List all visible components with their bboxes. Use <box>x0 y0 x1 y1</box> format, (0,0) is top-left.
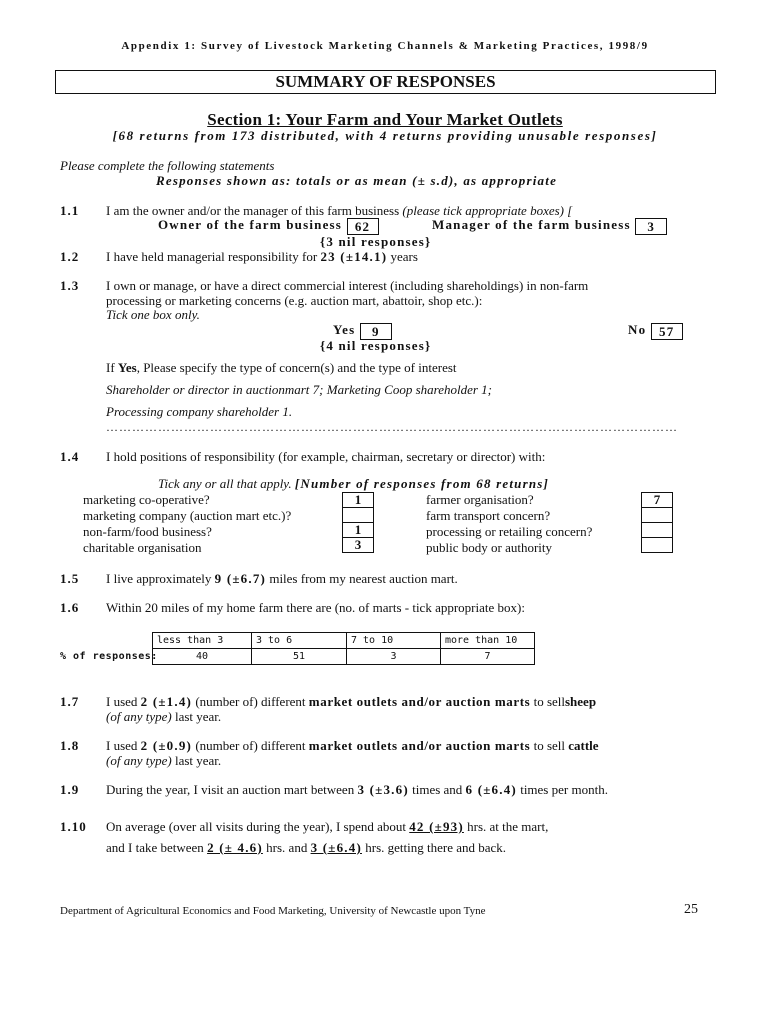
if-rest: , Please specify the type of concern(s) and the type of interest <box>136 360 457 375</box>
owner-row <box>158 217 379 235</box>
position-label: marketing company (auction mart etc.)? <box>83 508 292 523</box>
position-checkbox[interactable]: 1 <box>342 492 374 507</box>
yes-row <box>333 322 392 340</box>
section-title: Section 1: Your Farm and Your Market Outlets <box>207 110 563 129</box>
intro-text: Please complete the following statements <box>60 158 275 173</box>
q1-8-pre: I used <box>106 738 138 753</box>
q1-5-pre: I live approximately <box>106 571 212 586</box>
responses-note: Responses shown as: totals or as mean (± s.d), as appropriate <box>156 173 558 188</box>
position-checkbox[interactable]: 3 <box>342 537 374 553</box>
q1-6-row-label: % of responses: <box>60 651 158 662</box>
q1-7-animal: sheep <box>565 694 597 709</box>
no-label: No <box>628 322 647 337</box>
position-label: farm transport concern? <box>426 508 551 523</box>
position-checkbox[interactable] <box>641 522 673 537</box>
q1-5-value: 9 (±6.7) <box>214 571 267 586</box>
position-label: charitable organisation <box>83 540 202 555</box>
q1-10-text <box>106 819 548 835</box>
q1-1-statement: I am the owner and/or the manager of this farm business <box>106 203 400 218</box>
q1-8-line2 <box>106 753 221 769</box>
if-prefix: If <box>106 360 115 375</box>
q1-10-l2-pre: and I take between <box>106 840 204 855</box>
section-subtitle: [68 returns from 173 distributed, with 4 returns providing unusable responses] <box>112 128 658 143</box>
q1-8-text <box>106 738 599 754</box>
q1-8-post: to sell <box>533 738 565 753</box>
q1-3-line3: Tick one box only. <box>106 307 200 322</box>
if-yes-word: Yes <box>117 360 137 375</box>
q1-9-value1: 3 (±3.6) <box>357 782 409 797</box>
q1-10-value1: 42 (±93) <box>409 819 464 834</box>
marts-header: less than 3 <box>153 633 252 649</box>
q1-10-value3: 3 (±6.4) <box>310 840 362 855</box>
q1-7-bold: market outlets and/or auction marts <box>308 694 531 709</box>
q1-8-line2-rest: last year. <box>174 753 222 768</box>
q1-1-hint: (please tick appropriate boxes) [ <box>402 203 573 218</box>
manager-row <box>432 217 667 235</box>
q1-2-suffix: years <box>390 249 418 264</box>
position-checkbox[interactable] <box>641 507 673 522</box>
manager-checkbox[interactable]: 3 <box>635 218 667 235</box>
q-number: 1.2 <box>60 249 80 264</box>
manager-label: Manager of the farm business <box>432 217 631 232</box>
marts-header: more than 10 <box>441 633 535 649</box>
q1-9-text <box>106 782 608 798</box>
q1-10-post: hrs. at the mart, <box>467 819 549 834</box>
q1-10-line2 <box>106 840 506 856</box>
q1-8-mid: (number of) different <box>195 738 306 753</box>
q1-10-l2-mid: hrs. and <box>266 840 308 855</box>
q1-7-text <box>106 694 596 710</box>
q1-9-pre: During the year, I visit an auction mart between <box>106 782 355 797</box>
q1-9-post: times per month. <box>520 782 608 797</box>
q1-7-line2-rest: last year. <box>174 709 222 724</box>
q1-9-mid: times and <box>412 782 463 797</box>
q1-3-if-yes <box>106 360 457 376</box>
q1-3-answer1: Shareholder or director in auctionmart 7; Marketing Coop shareholder 1; <box>106 382 492 397</box>
position-checkbox[interactable]: 1 <box>342 522 374 537</box>
q-number: 1.5 <box>60 571 80 586</box>
q1-7-pre: I used <box>106 694 138 709</box>
q1-3-nil: {4 nil responses} <box>320 338 432 353</box>
position-label: marketing co-operative? <box>83 492 210 507</box>
position-label: public body or authority <box>426 540 553 555</box>
q1-5-post: miles from my nearest auction mart. <box>269 571 458 586</box>
marts-header: 7 to 10 <box>347 633 441 649</box>
yes-checkbox[interactable]: 9 <box>360 323 392 340</box>
q1-10-l2-post: hrs. getting there and back. <box>365 840 507 855</box>
q1-4-text: I hold positions of responsibility (for example, chairman, secretary or director) with: <box>106 449 546 464</box>
position-label: farmer organisation? <box>426 492 534 507</box>
no-checkbox[interactable]: 57 <box>651 323 683 340</box>
position-label: non-farm/food business? <box>83 524 212 539</box>
q-number: 1.7 <box>60 694 80 709</box>
q1-10-value2: 2 (± 4.6) <box>207 840 263 855</box>
q-number: 1.8 <box>60 738 80 753</box>
q1-8-bold: market outlets and/or auction marts <box>308 738 531 753</box>
marts-header: 3 to 6 <box>252 633 347 649</box>
q1-8-animal: cattle <box>568 738 599 753</box>
q1-7-post: to sell <box>533 694 565 709</box>
position-checkbox[interactable] <box>641 537 673 553</box>
no-row <box>628 322 683 340</box>
q1-3-line1: I own or manage, or have a direct commercial interest (including shareholdings) in non-farm <box>106 278 589 293</box>
page-number: 25 <box>684 902 698 917</box>
q1-6-text: Within 20 miles of my home farm there are (no. of marts - tick appropriate box): <box>106 600 525 615</box>
q1-9-value2: 6 (±6.4) <box>465 782 517 797</box>
q-number: 1.9 <box>60 782 80 797</box>
position-checkbox[interactable]: 7 <box>641 492 673 507</box>
owner-checkbox[interactable]: 62 <box>347 218 379 235</box>
q1-2-statement: I have held managerial responsibility for <box>106 249 318 264</box>
q1-2-value: 23 (±14.1) <box>320 249 388 264</box>
q1-3-line2: processing or marketing concerns (e.g. auction mart, abattoir, shop etc.): <box>106 293 483 308</box>
q-number: 1.6 <box>60 600 80 615</box>
marts-table <box>152 632 535 665</box>
q1-8-value: 2 (±0.9) <box>140 738 193 753</box>
yes-label: Yes <box>333 322 356 337</box>
summary-title: SUMMARY OF RESPONSES <box>55 70 716 94</box>
q-number: 1.1 <box>60 203 80 218</box>
marts-value: 3 <box>347 649 441 665</box>
q-number: 1.10 <box>60 819 87 834</box>
q1-4-hint: Tick any or all that apply. <box>158 476 292 491</box>
marts-value: 40 <box>153 649 252 665</box>
marts-value: 7 <box>441 649 535 665</box>
position-label: processing or retailing concern? <box>426 524 593 539</box>
q1-3-answer2: Processing company shareholder 1. <box>106 404 293 419</box>
q1-5-text <box>106 571 458 587</box>
marts-value: 51 <box>252 649 347 665</box>
dotted-line: …………………………………………………………………………………………………………………… <box>106 420 678 434</box>
q1-2-text <box>106 249 418 265</box>
q1-7-line2 <box>106 709 221 725</box>
page-footer: Department of Agricultural Economics and Food Marketing, University of Newcastle upon Tyne <box>60 905 486 917</box>
position-checkbox[interactable] <box>342 507 374 522</box>
q1-7-value: 2 (±1.4) <box>140 694 193 709</box>
appendix-header: Appendix 1: Survey of Livestock Marketing Channels & Marketing Practices, 1998/9 <box>121 40 649 52</box>
q-number: 1.4 <box>60 449 80 464</box>
q1-8-line2-it: (of any type) <box>106 753 172 768</box>
owner-label: Owner of the farm business <box>158 217 343 232</box>
q1-4-hint-bold: [Number of responses from 68 returns] <box>294 476 550 491</box>
q1-7-mid: (number of) different <box>195 694 306 709</box>
q1-10-pre: On average (over all visits during the year), I spend about <box>106 819 406 834</box>
q1-1-nil: {3 nil responses} <box>320 234 432 249</box>
q1-7-line2-it: (of any type) <box>106 709 172 724</box>
q-number: 1.3 <box>60 278 80 293</box>
q1-4-hint-row <box>158 476 549 492</box>
